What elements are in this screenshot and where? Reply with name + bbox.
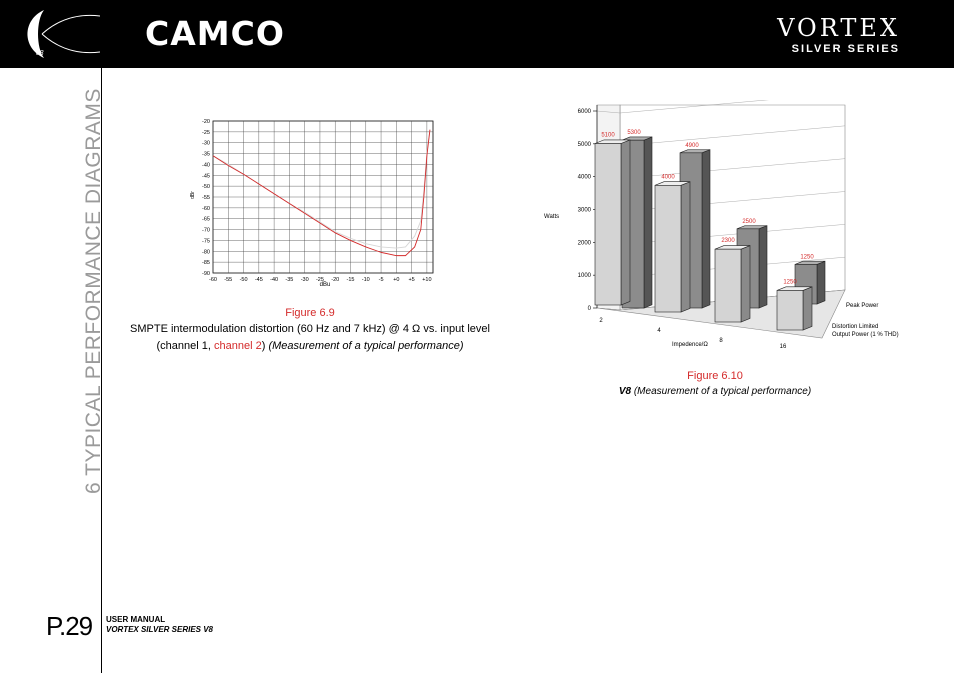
imd-x-tick-label: -35 xyxy=(285,277,294,283)
distortion-limited-bar-side xyxy=(741,246,750,322)
imd-x-tick-label: -60 xyxy=(209,277,217,283)
imd-y-tick-label: -45 xyxy=(202,173,210,180)
imd-x-tick-label: -50 xyxy=(239,277,248,283)
peak-power-bar-side xyxy=(759,226,767,308)
caption-close-paren: ) xyxy=(261,340,269,352)
power-x-tick-label: 16 xyxy=(779,344,787,350)
vortex-title: VORTEX xyxy=(777,14,900,42)
peak-power-value-label: 1250 xyxy=(800,254,814,261)
imd-y-tick-label: -20 xyxy=(202,119,210,125)
imd-y-tick-label: -55 xyxy=(202,195,210,201)
power-y-tick-label: 4000 xyxy=(577,174,591,181)
imd-y-tick-label: -80 xyxy=(202,249,210,256)
imd-x-tick-label: -15 xyxy=(346,277,355,283)
caption-measurement-note-2: (Measurement of a typical performance) xyxy=(631,386,812,397)
distortion-limited-value-label: 5100 xyxy=(601,132,615,139)
power-y-tick-label: 2000 xyxy=(577,240,591,247)
imd-y-tick-label: -40 xyxy=(202,162,210,169)
figure-6-9-caption-line2 xyxy=(110,338,510,354)
imd-x-tick-label: +5 xyxy=(408,277,415,283)
distortion-limited-bar-side xyxy=(621,140,630,305)
imd-x-tick-label: -40 xyxy=(270,277,279,283)
imd-x-tick-label: -5 xyxy=(378,277,384,283)
figure-6-9-caption-line1: SMPTE intermodulation distortion (60 Hz and 7 kHz) @ 4 Ω vs. input level xyxy=(130,323,490,335)
imd-y-tick-label: -30 xyxy=(202,140,210,147)
distortion-limited-value-label: 1250 xyxy=(783,279,797,286)
legend-distortion-limited: Distortion Limited xyxy=(832,324,879,330)
distortion-limited-bar-front xyxy=(595,144,621,306)
peak-power-bar-side xyxy=(817,261,825,304)
power-x-tick-label: 2 xyxy=(599,318,603,324)
imd-x-tick-label: +0 xyxy=(393,277,400,283)
peak-power-value-label: 2500 xyxy=(742,218,756,225)
imd-y-tick-label: -60 xyxy=(202,205,210,212)
imd-x-tick-label: -30 xyxy=(300,277,309,283)
power-y-tick-label: 5000 xyxy=(577,141,591,148)
section-title: 6 TYPICAL PERFORMANCE DIAGRAMS xyxy=(82,88,105,494)
imd-y-axis-label: dBr xyxy=(190,191,196,199)
imd-y-tick-label: -35 xyxy=(202,151,210,158)
imd-y-tick-label: -75 xyxy=(202,238,210,245)
imd-y-tick-label: -25 xyxy=(202,129,210,136)
imd-x-tick-label: -45 xyxy=(254,277,263,283)
figure-6-10-label: Figure 6.10 xyxy=(687,370,743,382)
peak-power-bar-side xyxy=(702,150,710,308)
power-y-tick-label: 6000 xyxy=(577,109,591,115)
legend-peak-power: Peak Power xyxy=(846,303,879,309)
distortion-limited-bar-front xyxy=(715,249,741,322)
power-x-tick-label: 8 xyxy=(719,338,723,344)
imd-line-chart xyxy=(185,113,445,288)
imd-x-axis-label: dBu xyxy=(319,282,331,288)
power-y-tick-label: 1000 xyxy=(577,273,591,280)
imd-y-tick-label: -50 xyxy=(202,184,210,191)
power-y-tick-label: 0 xyxy=(587,306,591,312)
imd-x-tick-label: +10 xyxy=(422,277,432,283)
footer-series-label: VORTEX SILVER SERIES V8 xyxy=(106,625,213,634)
imd-y-tick-label: -85 xyxy=(202,260,210,267)
series-title: SILVER SERIES xyxy=(791,43,900,55)
imd-x-tick-label: -55 xyxy=(224,277,233,283)
peak-power-value-label: 5300 xyxy=(627,130,641,137)
legend-output-power: Output Power (1 % THD) xyxy=(832,332,899,338)
figure-6-9-label: Figure 6.9 xyxy=(285,307,335,319)
distortion-limited-bar-side xyxy=(681,182,690,312)
page-number: P.29 xyxy=(46,611,93,641)
imd-x-tick-label: -10 xyxy=(361,277,370,283)
header-model-label: V8 xyxy=(35,50,44,57)
imd-x-tick-label: -25 xyxy=(315,277,324,283)
caption-channel1-text: (channel 1, xyxy=(156,340,214,352)
distortion-limited-value-label: 4000 xyxy=(661,174,675,181)
imd-y-tick-label: -65 xyxy=(202,216,210,223)
caption-model: V8 xyxy=(618,386,632,397)
header-bar xyxy=(0,0,954,68)
camco-logo: CAMCO xyxy=(145,14,285,53)
power-y-axis-label: Watts xyxy=(544,214,560,220)
power-bar-chart xyxy=(525,100,910,350)
peak-power-bar-side xyxy=(644,137,652,308)
power-x-tick-label: 4 xyxy=(657,328,661,334)
footer-manual-label: USER MANUAL xyxy=(106,615,166,624)
caption-measurement-note: (Measurement of a typical performance) xyxy=(268,340,464,352)
camco-swoosh-icon xyxy=(18,6,100,62)
figure-6-10-caption xyxy=(565,383,865,401)
distortion-limited-bar-front xyxy=(777,290,803,330)
power-x-axis-label: Impedence/Ω xyxy=(672,342,708,348)
peak-power-value-label: 4900 xyxy=(685,142,699,149)
distortion-limited-bar-side xyxy=(803,287,812,330)
distortion-limited-bar-front xyxy=(655,185,681,312)
distortion-limited-value-label: 2300 xyxy=(721,238,735,245)
caption-channel2-text: channel 2 xyxy=(214,340,262,352)
imd-y-tick-label: -70 xyxy=(202,227,210,234)
power-y-tick-label: 3000 xyxy=(577,207,591,214)
imd-x-tick-label: -20 xyxy=(331,277,340,283)
imd-y-tick-label: -90 xyxy=(202,271,210,277)
